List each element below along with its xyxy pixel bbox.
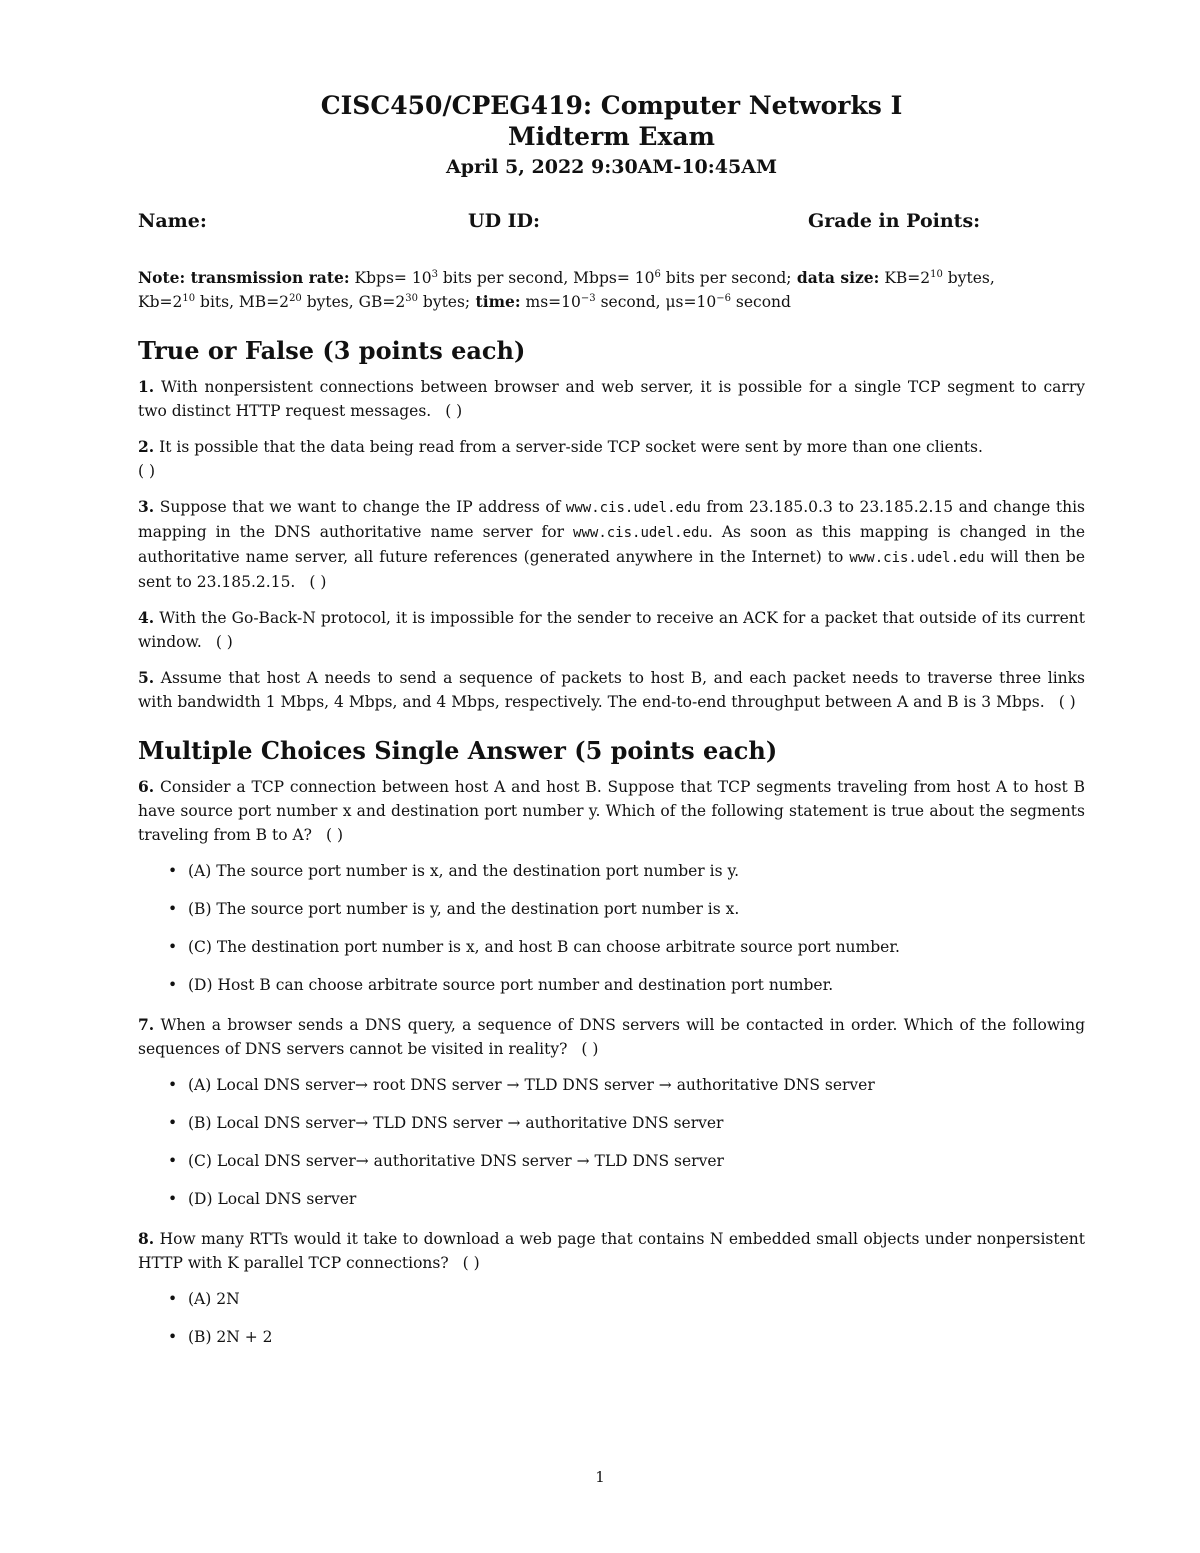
note-kb2-exp: 10	[182, 292, 196, 304]
question-number: 8.	[138, 1229, 155, 1248]
section-true-false-title: True or False (3 points each)	[138, 336, 526, 365]
question-4	[138, 606, 1085, 654]
option-a: • (A) 2N	[168, 1287, 1085, 1311]
exam-subtitle: Midterm Exam	[507, 122, 716, 151]
name-field-label: Name:	[138, 210, 207, 232]
note-kbps-exp: 3	[431, 268, 438, 280]
url-text: www.cis.udel.edu	[565, 500, 701, 516]
note-kb: KB=2	[879, 269, 931, 287]
question-text: from 23.185.0.3 to 23.185.2.15 and change this mapping in the DNS authoritative name server for	[138, 498, 1085, 541]
question-number: 1.	[138, 377, 155, 396]
question-6	[138, 775, 1085, 847]
answer-blank[interactable]: ( )	[215, 633, 233, 651]
note-kb-tail: bytes,	[942, 269, 995, 287]
question-8-options	[138, 1287, 1085, 1349]
question-text: Consider a TCP connection between host A and host B. Suppose that TCP segments traveling from host A to host B have source port number x and destination port number y. Which of the following statement is true about the segments traveling from B to A?	[138, 778, 1085, 844]
answer-blank[interactable]: ( )	[581, 1040, 599, 1058]
question-3	[138, 495, 1085, 594]
question-text: . As soon as this mapping is changed in the authoritative name server, all future references (generated anywhere in the Internet) to	[138, 523, 1085, 566]
answer-blank[interactable]: ( )	[325, 826, 343, 844]
question-number: 5.	[138, 668, 155, 687]
note-kbps: Kbps= 10	[354, 269, 432, 287]
note-mbps: bits per second, Mbps= 10	[437, 269, 655, 287]
note-mbps-tail: bits per second;	[660, 269, 792, 287]
question-text: Assume that host A needs to send a sequence of packets to host B, and each packet needs to traverse three links with bandwidth 1 Mbps, 4 Mbps, and 4 Mbps, respectively. The end-to-end throughput between A and B is 3 Mbps.	[138, 669, 1085, 711]
question-8	[138, 1227, 1085, 1275]
option-a: • (A) Local DNS server→ root DNS server → TLD DNS server → authoritative DNS server	[168, 1073, 1085, 1097]
exam-page	[138, 90, 1085, 1365]
question-1	[138, 375, 1085, 423]
note-mb-exp: 20	[289, 292, 302, 304]
option-b: • (B) The source port number is y, and the destination port number is x.	[168, 897, 1085, 921]
question-number: 7.	[138, 1015, 155, 1034]
note-time-label: time:	[470, 292, 521, 311]
option-c: • (C) The destination port number is x, and host B can choose arbitrate source port number.	[168, 935, 1085, 959]
note-gb: bytes, GB=2	[301, 293, 406, 311]
option-b: • (B) 2N + 2	[168, 1325, 1085, 1349]
answer-blank[interactable]: ( )	[1058, 693, 1076, 711]
units-note	[138, 266, 1085, 314]
note-mb: bits, MB=2	[195, 293, 290, 311]
question-5	[138, 666, 1085, 714]
question-text: Suppose that we want to change the IP address of	[154, 498, 566, 516]
udid-field-label: UD ID:	[468, 210, 541, 232]
option-d: • (D) Local DNS server	[168, 1187, 1085, 1211]
url-text: www.cis.udel.edu	[849, 550, 985, 566]
course-title: CISC450/CPEG419: Computer Networks I	[320, 91, 903, 120]
note-kb-exp: 10	[930, 268, 943, 280]
note-kb2: Kb=2	[138, 293, 183, 311]
question-text: How many RTTs would it take to download a web page that contains N embedded small objects under nonpersistent HTTP with K parallel TCP connections?	[138, 1230, 1085, 1272]
note-gb-tail: bytes;	[417, 293, 471, 311]
question-text: With the Go-Back-N protocol, it is impossible for the sender to receive an ACK for a packet that outside of its current window.	[138, 609, 1085, 651]
question-7-options	[138, 1073, 1085, 1211]
section-multiple-choice-title: Multiple Choices Single Answer (5 points each)	[138, 736, 778, 765]
grade-field-label: Grade in Points:	[808, 210, 981, 232]
url-text: www.cis.udel.edu	[573, 525, 708, 541]
question-number: 3.	[138, 497, 155, 516]
question-text: With nonpersistent connections between browser and web server, it is possible for a single TCP segment to carry two distinct HTTP request messages.	[138, 378, 1085, 420]
exam-header	[138, 90, 1085, 182]
option-b: • (B) Local DNS server→ TLD DNS server → authoritative DNS server	[168, 1111, 1085, 1135]
answer-blank[interactable]: ( )	[309, 573, 327, 591]
page-number: 1	[595, 1468, 605, 1486]
question-number: 4.	[138, 608, 155, 627]
answer-blank[interactable]: ( )	[462, 1254, 480, 1272]
note-size-label: data size:	[791, 268, 880, 287]
note-mbps-exp: 6	[654, 268, 661, 280]
question-text: will then be sent to 23.185.2.15.	[138, 548, 1086, 591]
answer-blank[interactable]: ( )	[445, 402, 463, 420]
question-number: 2.	[138, 437, 155, 456]
question-text: When a browser sends a DNS query, a sequence of DNS servers will be contacted in order. Which of the following sequences of DNS servers cannot be visited in reality?	[138, 1016, 1085, 1058]
note-ms-exp: −3	[580, 292, 596, 304]
note-us: second, μs=10	[595, 293, 717, 311]
note-ms: ms=10	[520, 293, 581, 311]
note-us-tail: second	[730, 293, 791, 311]
exam-date: April 5, 2022 9:30AM-10:45AM	[445, 156, 778, 178]
student-fields	[138, 210, 1085, 240]
question-number: 6.	[138, 777, 155, 796]
option-a: • (A) The source port number is x, and the destination port number is y.	[168, 859, 1085, 883]
question-2	[138, 435, 1085, 483]
question-7	[138, 1013, 1085, 1061]
question-6-options	[138, 859, 1085, 997]
note-label: Note: transmission rate:	[138, 268, 350, 287]
question-text: It is possible that the data being read from a server-side TCP socket were sent by more than one clients.	[154, 438, 983, 456]
option-d: • (D) Host B can choose arbitrate source port number and destination port number.	[168, 973, 1085, 997]
note-gb-exp: 30	[405, 292, 418, 304]
answer-blank[interactable]: ( )	[138, 462, 156, 480]
option-c: • (C) Local DNS server→ authoritative DNS server → TLD DNS server	[168, 1149, 1085, 1173]
note-us-exp: −6	[716, 292, 731, 304]
